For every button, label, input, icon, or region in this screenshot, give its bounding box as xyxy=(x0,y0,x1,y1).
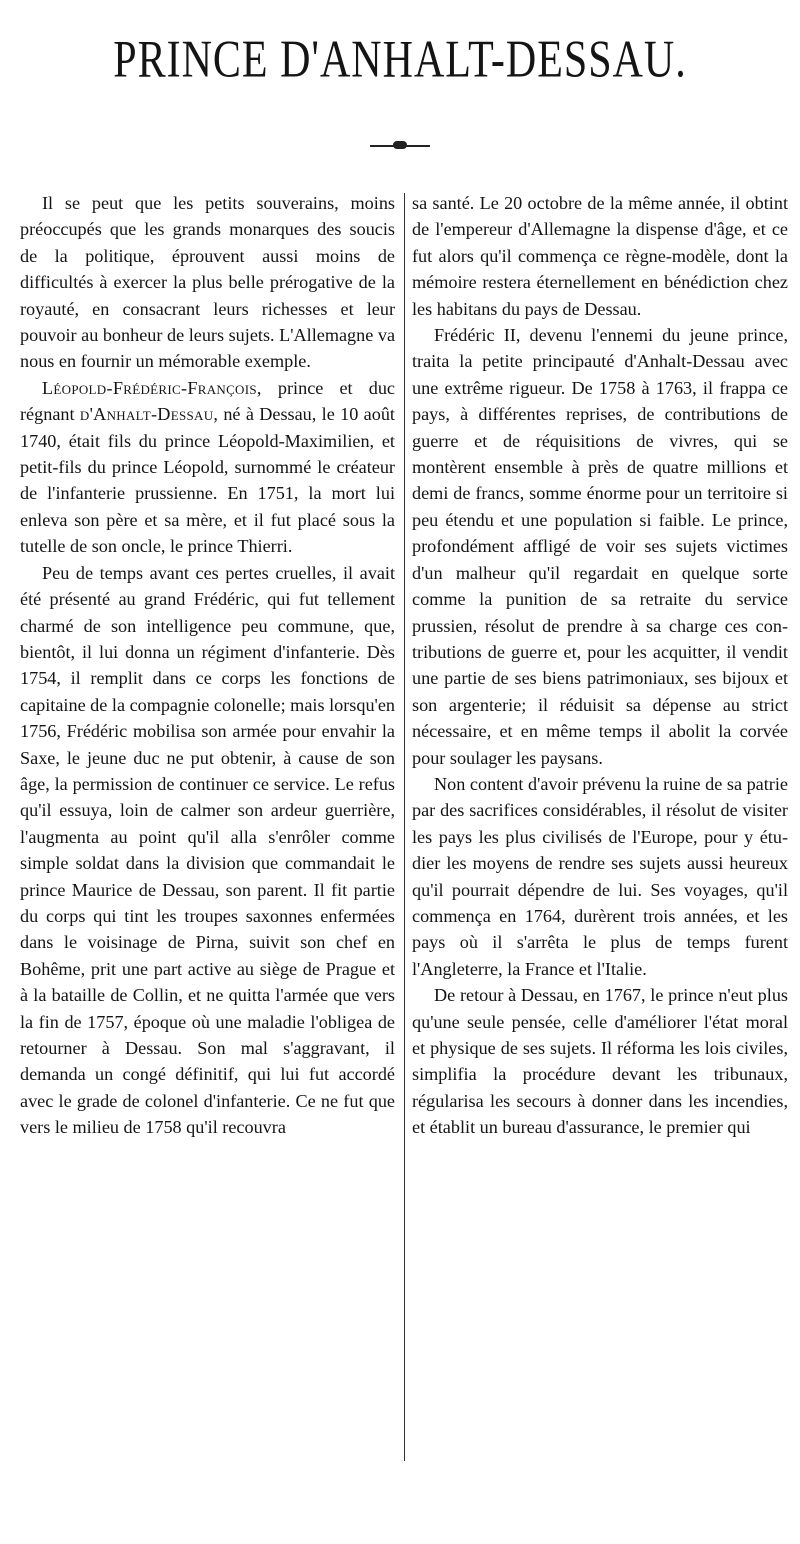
paragraph: Peu de temps avant ces pertes cruelles, il avait été présenté au grand Frédéric, qui fut tellement charmé de son intelligence peu commune, que, bientôt, il lui donna un régiment d'infanterie. Dès 1754, il remplit dans ce corps les fonctions de capitaine de la compagnie colonelle; mais lorsqu'en 1756, Frédéric mobilisa son armée pour envahir la Saxe, le jeune duc ne put obtenir, à cause de son âge, la permission de continuer ce service. Le refus qu'il essuya, loin de calmer son ardeur guerrière, l'augmenta au point qu'il alla s'enrôler comme simple soldat dans la division que commandait le prince Maurice de Dessau, son parent. Il fit partie du corps qui tint les troupes saxonnes enfermées dans le voisinage de Pirna, suivit son chef en Bohême, prit une part active au siège de Prague et à la bataille de Collin, et ne quitta l'armée que vers la fin de 1757, époque où une maladie l'obligea de retourner à Dessau. Son mal s'aggravant, il demanda un congé définitif, qui lui fut accordé avec le grade de colonel d'infanterie. Ce ne fut que vers le milieu de 1758 qu'il recouvra xyxy=(20,562,395,1138)
paragraph: Frédéric II, devenu l'ennemi du jeune prince, traita la petite principauté d'Anhalt-Dessau avec une extrême rigueur. De 1758 à 1763, il frappa ce pays, à différentes reprises, de contributions de guerre et de réquisitions de vivres, qui se montèrent ensemble à près de quatre millions et demi de francs, somme énorme pour un territoire si peu étendu et une population si faible. Le prince, profondément affligé de voir ses sujets victimes d'un malheur qu'il regardait en quelque sorte comme la punition de sa retraite du service prussien, résolut de prendre à sa charge ces contributions de guerre et, pour les acquitter, il vendit une partie de ses biens patrimoniaux, ses bijoux et son argenterie; il réduisit sa dépense au strict nécessaire, et en même temps il abolit la corvée pour soulager les paysans. xyxy=(412,325,788,768)
right-column xyxy=(412,190,788,1141)
paragraph: sa santé. Le 20 octobre de la même année, il obtint de l'empereur d'Allemagne la dispense d'âge, et ce fut alors qu'il commença ce règne-modèle, dont la mémoire restera éternellement en bénédiction chez les habitans du pays de Dessau. xyxy=(412,193,788,319)
title-name: d'Anhalt-Dessau xyxy=(79,404,214,425)
page-title: PRINCE D'ANHALT-DESSAU. xyxy=(113,31,687,89)
paragraph: Il se peut que les petits souverains, moins préoccupés que les grands monarques des soucis de la politique, éprouvent aussi moins de difficultés à exercer la plus belle prérogative de la royauté, en consacrant leurs richesses et leur pouvoir au bonheur de leurs sujets. L'Allemagne va nous en fournir un mémorable exemple. xyxy=(20,193,396,372)
title-ornament-divider xyxy=(370,144,430,148)
subject-name: Léopold-Frédéric-François, xyxy=(42,377,262,398)
paragraph: De retour à Dessau, en 1767, le prince n'eut plus qu'une seule pensée, celle d'améliorer l'état moral et physique de ses sujets. Il réforma les lois civiles, simplifia la procédure devant les tribunaux, régularisa les secours à donner dans les incendies, et établit un bureau d'assurance, le premier qui xyxy=(412,985,788,1138)
left-column xyxy=(20,190,395,1141)
paragraph: Léopold-Frédéric-François, prince et duc régnant d'Anhalt-Dessau, né à Dessau, le 10 août 1740, était fils du prince Léopold-Maximilien, et petit-fils du prince Léopold, surnommé le créateur de l'infanterie prussienne. En 1751, la mort lui enleva son père et sa mère, et il fut placé sous la tutelle de son oncle, le prince Thierri. xyxy=(20,377,395,557)
paragraph: Non content d'avoir prévenu la ruine de sa patrie par des sacrifices considérables, il résolut de visiter les pays les plus civilisés de l'Europe, pour y étudier les moyens de rendre ses sujets aussi heureux qu'il pourrait dépendre de lui. Ses voyages, qu'il commença en 1764, durèrent trois années, et les pays où il s'arrêta le plus de temps furent l'Angleterre, la France et l'Italie. xyxy=(412,773,788,979)
column-divider xyxy=(404,193,405,1461)
